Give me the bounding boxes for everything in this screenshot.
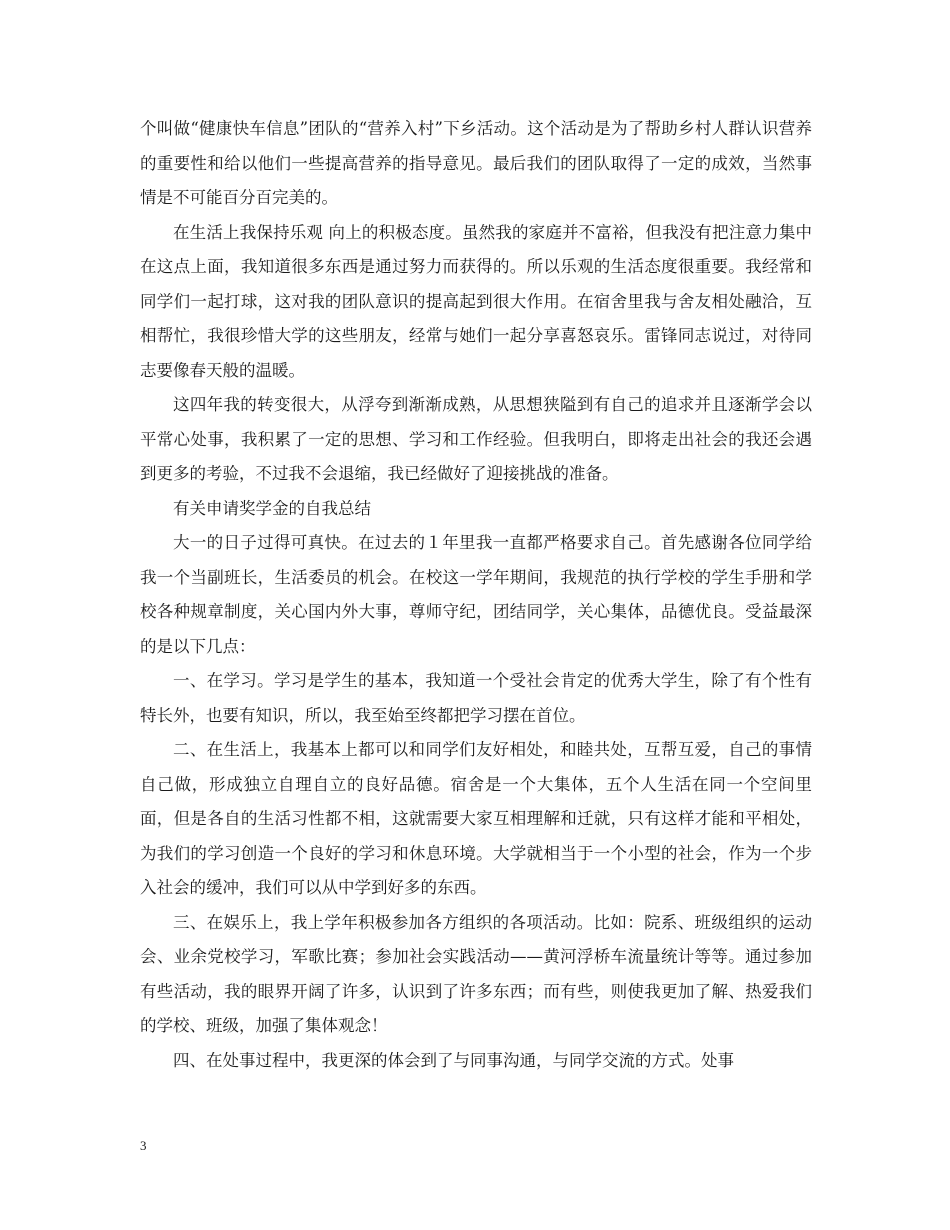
paragraph-life-attitude: 在生活上我保持乐观 向上的积极态度。虽然我的家庭并不富裕，但我没有把注意力集中在这点上面，我知道很多东西是通过努力而获得的。所以乐观的生活态度很重要。我经常和同学们一起打球，这对我的团队意识的提高起到很大作用。在宿舍里我与舍友相处融洽，互相帮忙，我很珍惜大学的这些朋友，经常与她们一起分享喜怒哀乐。雷锋同志说过，对待同志要像春天般的温暖。 <box>140 222 812 380</box>
paragraph-point-entertainment: 三、在娱乐上，我上学年积极参加各方组织的各项活动。比如：院系、班级组织的运动会、业余党校学习，军歌比赛；参加社会实践活动——黄河浮桥车流量统计等等。通过参加有些活动，我的眼界开阔了许多，认识到了许多东西；而有些，则使我更加了解、热爱我们的学校、班级，加强了集体观念！ <box>140 912 812 1035</box>
paragraph-four-years: 这四年我的转变很大，从浮夸到渐渐成熟，从思想狭隘到有自己的追求并且逐渐学会以平常心处事，我积累了一定的思想、学习和工作经验。但我明白，即将走出社会的我还会遇到更多的考验，不过我不会退缩，我已经做好了迎接挑战的准备。 <box>140 395 812 483</box>
document-body <box>140 112 812 1078</box>
paragraph-freshman-year: 大一的日子过得可真快。在过去的１年里我一直都严格要求自己。首先感谢各位同学给我一个当副班长，生活委员的机会。在校这一学年期间，我规范的执行学校的学生手册和学校各种规章制度，关心国内外大事，尊师守纪，团结同学，关心集体，品德优良。受益最深的是以下几点： <box>140 533 812 656</box>
paragraph-point-study: 一、在学习。学习是学生的基本，我知道一个受社会肯定的优秀大学生，除了有个性有特长外，也要有知识，所以，我至始至终都把学习摆在首位。 <box>140 671 812 725</box>
paragraph-point-life: 二、在生活上，我基本上都可以和同学们友好相处，和睦共处，互帮互爱，自己的事情自己做，形成独立自理自立的良好品德。宿舍是一个大集体，五个人生活在同一个空间里面，但是各自的生活习性都不相，这就需要大家互相理解和迁就，只有这样才能和平相处，为我们的学习创造一个良好的学习和休息环境。大学就相当于一个小型的社会，作为一个步入社会的缓冲，我们可以从中学到好多的东西。 <box>140 740 812 897</box>
page-number: 3 <box>140 1138 147 1153</box>
paragraph-point-conduct: 四、在处事过程中，我更深的体会到了与同事沟通，与同学交流的方式。处事 <box>173 1050 734 1070</box>
paragraph-continuation: 个叫做“健康快车信息”团队的“营养入村”下乡活动。这个活动是为了帮助乡村人群认识营养的重要性和给以他们一些提高营养的指导意见。最后我们的团队取得了一定的成效，当然事情是不可能百分百完美的。 <box>140 119 812 207</box>
section-heading: 有关申请奖学金的自我总结 <box>173 498 371 518</box>
